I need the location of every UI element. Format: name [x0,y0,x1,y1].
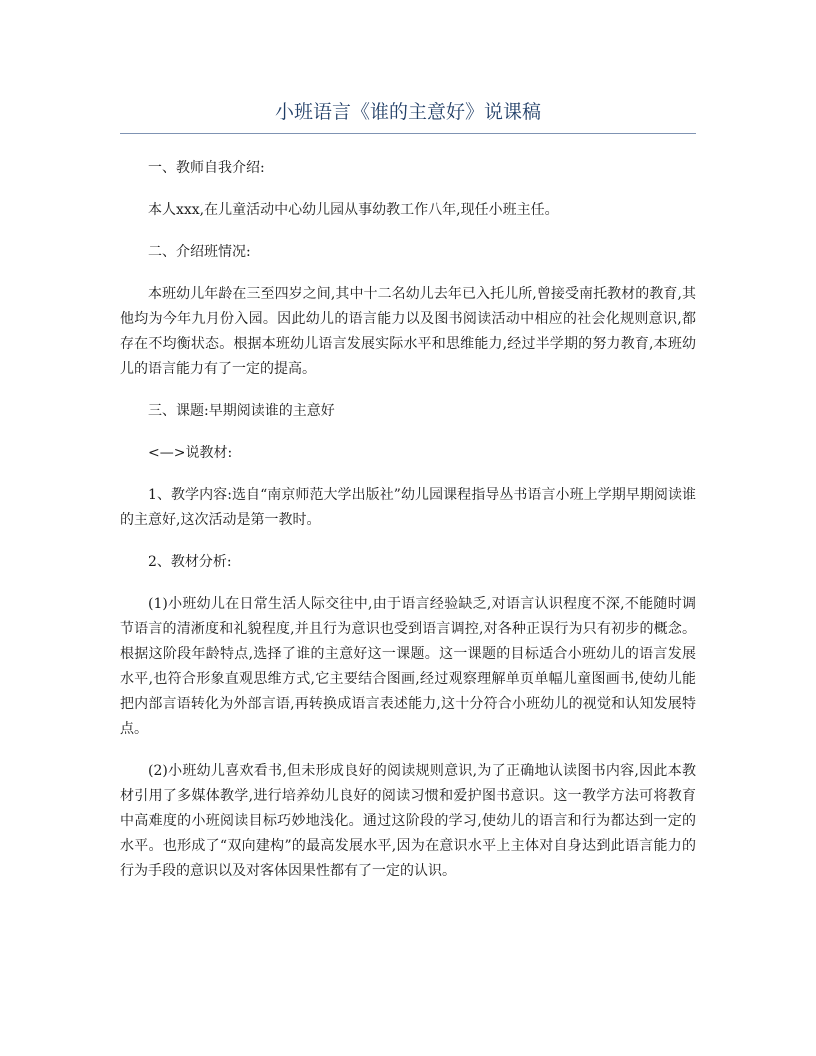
paragraph-class-situation: 本班幼儿年龄在三至四岁之间,其中十二名幼儿去年已入托儿所,曾接受南托教材的教育,其他均为今年九月份入园。因此幼儿的语言能力以及图书阅读活动中相应的社会化规则意识,都存在不均衡状态。根据本班幼儿语言发展实际水平和思维能力,经过半学期的努力教育,本班幼儿的语言能力有了一定的提高。 [120,286,696,377]
paragraph-analysis-1: (1)小班幼儿在日常生活人际交往中,由于语言经验缺乏,对语言认识程度不深,不能随时调节语言的清淅度和礼貌程度,并且行为意识也受到语言调控,对各种正误行为只有初步的概念。根据这阶段年龄特点,选择了谁的主意好这一课题。这一课题的目标适合小班幼儿的语言发展水平,也符合形象直观思维方式,它主要结合图画,经过观察理解单页单幅儿童图画书,使幼儿能把内部言语转化为外部言语,再转换成语言表述能力,这十分符合小班幼儿的视觉和认知发展特点。 [120,596,696,737]
document-body [120,156,696,901]
section-heading-class-situation: 二、介绍班情况: [148,244,251,260]
paragraph-teacher-intro: 本人xxx,在儿童活动中心幼儿园从事幼教工作八年,现任小班主任。 [148,202,559,218]
document-title: 小班语言《谁的主意好》说课稿 [274,101,541,123]
section-heading-topic: 三、课题:早期阅读谁的主意好 [148,403,335,419]
section-heading-teaching-material: <—>说教材: [148,445,233,461]
paragraph-analysis-2: (2)小班幼儿喜欢看书,但未形成良好的阅读规则意识,为了正确地认读图书内容,因此本教材引用了多媒体教学,进行培养幼儿良好的阅读习惯和爱护图书意识。这一教学方法可将教育中高难度的小班阅读目标巧妙地浅化。通过这阶段的学习,使幼儿的语言和行为都达到一定的水平。也形成了“双向建构”的最高发展水平,因为在意识水平上主体对自身达到此语言能力的行为手段的意识以及对客体因果性都有了一定的认识。 [120,763,696,879]
section-heading-teacher-intro: 一、教师自我介绍: [148,160,265,176]
paragraph-teaching-content: 1、教学内容:选自“南京师范大学出版社”幼儿园课程指导丛书语言小班上学期早期阅读谁的主意好,这次活动是第一教时。 [120,487,696,528]
title-divider [120,133,696,134]
section-heading-material-analysis: 2、教材分析: [148,554,232,570]
